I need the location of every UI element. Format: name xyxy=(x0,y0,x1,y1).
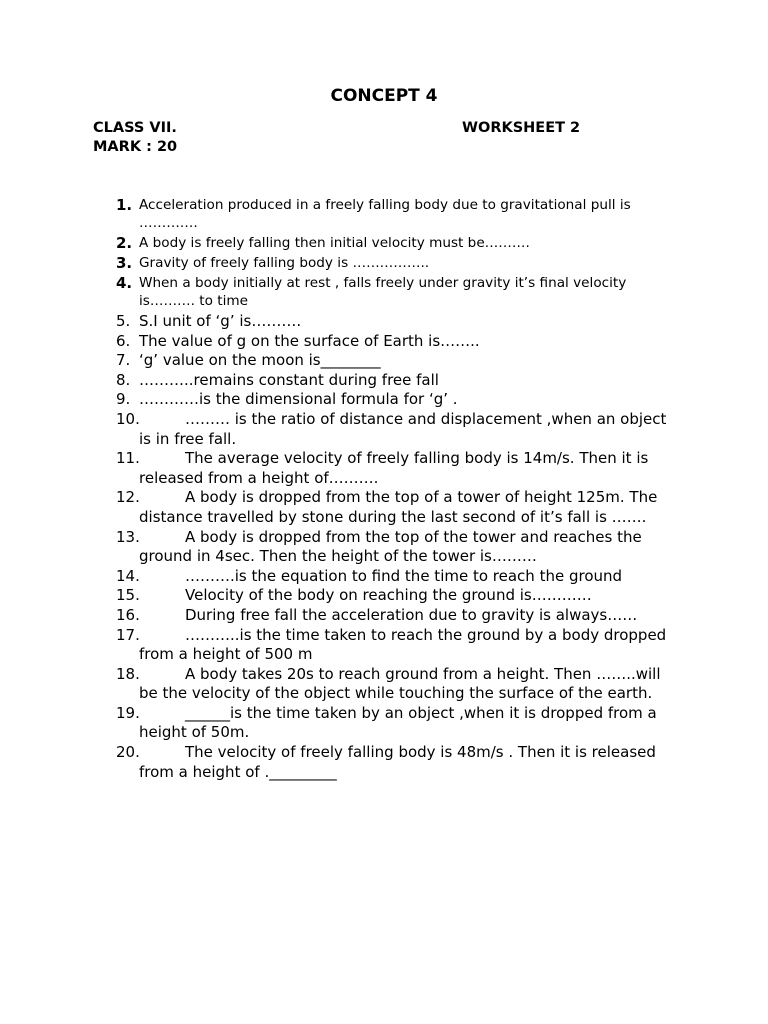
question-text: ……… is the ratio of distance and displacement ,when an object is in free fall. xyxy=(139,409,667,448)
question-number: 13. xyxy=(116,527,140,546)
question-item xyxy=(0,254,768,272)
question-text: ‘g’ value on the moon is________ xyxy=(139,351,381,370)
question-item xyxy=(0,606,768,626)
question-item xyxy=(0,274,768,310)
question-text: S.I unit of ‘g’ is………. xyxy=(139,312,302,330)
question-item xyxy=(0,528,768,567)
question-text: ______is the time taken by an object ,when it is dropped from a height of 50m. xyxy=(139,703,657,742)
question-text: The average velocity of freely falling body is 14m/s. Then it is released from a height of………. xyxy=(139,449,649,487)
worksheet-title: CONCEPT 4 xyxy=(330,86,438,106)
question-text: A body is dropped from the top of the tower and reaches the ground in 4sec. Then the height of the tower is……… xyxy=(139,527,642,566)
worksheet-label: WORKSHEET 2 xyxy=(462,120,581,136)
question-number: 4. xyxy=(116,274,133,292)
question-text: During free fall the acceleration due to gravity is always…… xyxy=(185,605,638,624)
question-number: 14. xyxy=(116,566,140,585)
question-item xyxy=(0,312,768,332)
question-text: The velocity of freely falling body is 48m/s . Then it is released from a height of ._________ xyxy=(139,743,656,781)
question-number: 2. xyxy=(116,234,133,252)
question-number: 10. xyxy=(116,409,140,428)
question-item xyxy=(0,586,768,606)
question-list xyxy=(0,196,768,782)
question-number: 5. xyxy=(116,312,131,330)
question-number: 12. xyxy=(116,488,140,507)
question-number: 1. xyxy=(116,196,133,214)
question-item xyxy=(0,743,768,782)
question-number: 19. xyxy=(116,703,140,722)
question-number: 17. xyxy=(116,625,140,644)
question-item xyxy=(0,567,768,587)
question-text: A body is dropped from the top of a tower of height 125m. The distance travelled by stone during the last second of it’s fall is ……. xyxy=(139,488,658,526)
question-number: 7. xyxy=(116,351,131,370)
question-number: 16. xyxy=(116,605,140,624)
question-item xyxy=(0,196,768,232)
question-item xyxy=(0,449,768,488)
class-label: CLASS VII. xyxy=(93,120,177,136)
question-item xyxy=(0,371,768,391)
question-text: ………..is the time taken to reach the ground by a body dropped from a height of 500 m xyxy=(139,625,667,664)
question-text: A body takes 20s to reach ground from a height. Then ……..will be the velocity of the object while touching the surface of the earth. xyxy=(139,664,661,703)
question-number: 3. xyxy=(116,254,133,272)
question-item xyxy=(0,410,768,449)
question-text: When a body initially at rest , falls freely under gravity it’s final velocity is………. to time xyxy=(139,275,627,309)
question-text: Gravity of freely falling body is …………….. xyxy=(139,255,430,271)
question-item xyxy=(0,626,768,665)
question-number: 6. xyxy=(116,331,131,350)
question-text: ………..remains constant during free fall xyxy=(139,370,439,389)
question-item xyxy=(0,332,768,352)
question-number: 15. xyxy=(116,586,140,605)
question-text: …………is the dimensional formula for ‘g’ . xyxy=(139,390,458,409)
question-text: Velocity of the body on reaching the ground is………… xyxy=(185,586,592,605)
question-text: Acceleration produced in a freely falling body due to gravitational pull is …………. xyxy=(139,197,631,231)
question-item xyxy=(0,234,768,252)
question-text: The value of g on the surface of Earth is…….. xyxy=(139,331,480,350)
mark-label: MARK : 20 xyxy=(93,139,178,155)
question-number: 18. xyxy=(116,664,140,683)
question-number: 9. xyxy=(116,390,131,409)
question-number: 8. xyxy=(116,370,131,389)
question-item xyxy=(0,488,768,527)
question-text: ……….is the equation to find the time to reach the ground xyxy=(185,566,623,585)
question-item xyxy=(0,704,768,743)
question-number: 20. xyxy=(116,743,140,762)
question-number: 11. xyxy=(116,449,140,468)
question-text: A body is freely falling then initial velocity must be………. xyxy=(139,235,530,251)
question-item xyxy=(0,390,768,410)
question-item xyxy=(0,665,768,704)
question-item xyxy=(0,351,768,371)
